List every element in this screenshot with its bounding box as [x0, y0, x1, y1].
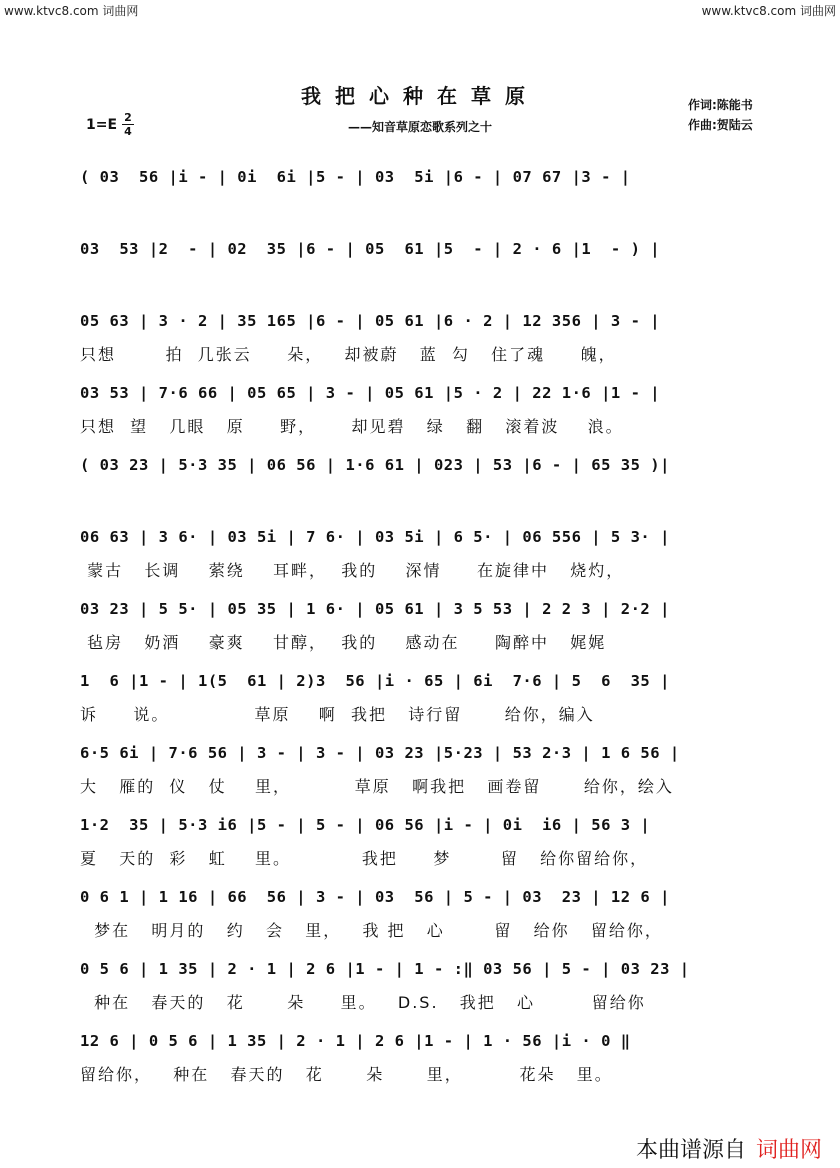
lyric-line: 梦在 明月的 约 会 里， 我 把 心 留 给你 留给你，: [80, 921, 663, 940]
footer-source-text: 本曲谱源自: [635, 1138, 746, 1163]
composer-credit: 作曲:贺陆云: [688, 118, 753, 132]
footer-site-name[interactable]: 词曲网: [755, 1138, 822, 1163]
time-signature-top: 2: [124, 111, 132, 124]
notation-line: 05 63 | 3 · 2 | 35 165 |6 - | 05 61 |6 · 2 | 12 356 | 3 - |: [80, 312, 661, 330]
footer-source: [636, 1133, 822, 1164]
notation-line: 6·5 6i | 7·6 56 | 3 - | 3 - | 03 23 |5·23 | 53 2·3 | 1 6 56 |: [80, 744, 680, 762]
notation-line: 03 53 | 7·6 66 | 05 65 | 3 - | 05 61 |5 · 2 | 22 1·6 |1 - |: [80, 384, 661, 402]
time-signature-bottom: 4: [124, 125, 132, 138]
notation-line: 0 5 6 | 1 35 | 2 · 1 | 2 6 |1 - | 1 - :‖ 03 56 | 5 - | 03 23 |: [80, 960, 690, 978]
key-signature: 1=E: [86, 117, 118, 133]
notation-line: 1·2 35 | 5·3 i6 |5 - | 5 - | 06 56 |i - | 0i i6 | 56 3 |: [80, 816, 651, 834]
notation-line: 03 23 | 5 5· | 05 35 | 1 6· | 05 61 | 3 5 53 | 2 2 3 | 2·2 |: [80, 600, 670, 618]
lyric-line: 夏 天的 彩 虹 里。 我把 梦 留 给你留给你，: [80, 849, 649, 868]
notation-line: 1 6 |1 - | 1(5 61 | 2)3 56 |i · 65 | 6i 7·6 | 5 6 35 |: [80, 672, 670, 690]
notation-line: ( 03 23 | 5·3 35 | 06 56 | 1·6 61 | 023 | 53 |6 - | 65 35 )|: [80, 456, 670, 474]
header-url-right[interactable]: www.ktvc8.com 词曲网: [701, 4, 836, 18]
lyric-line: 大 雁的 仪 仗 里， 草原 啊我把 画卷留 给你，绘入: [80, 777, 674, 796]
notation-line: 03 53 |2 - | 02 35 |6 - | 05 61 |5 - | 2 · 6 |1 - ) |: [80, 240, 661, 258]
notation-line: 0 6 1 | 1 16 | 66 56 | 3 - | 03 56 | 5 - | 03 23 | 12 6 |: [80, 888, 670, 906]
lyric-line: 毡房 奶酒 豪爽 甘醇， 我的 感动在 陶醉中 娓娓: [80, 633, 607, 652]
lyric-line: 蒙古 长调 萦绕 耳畔， 我的 深情 在旋律中 烧灼，: [80, 561, 625, 580]
notation-line: ( 03 56 |i - | 0i 6i |5 - | 03 5i |6 - | 07 67 |3 - |: [80, 168, 631, 186]
lyric-line: 留给你， 种在 春天的 花 朵 里， 花朵 里。: [80, 1065, 613, 1084]
song-subtitle: ——知音草原恋歌系列之十: [347, 120, 492, 134]
song-title: 我把心种在草原: [301, 84, 539, 108]
lyric-line: 诉 说。 草原 啊 我把 诗行留 给你，编入: [80, 705, 595, 724]
lyric-line: 只想 拍 几张云 朵， 却被蔚 蓝 勾 住了魂 魄，: [80, 345, 617, 364]
notation-line: 06 63 | 3 6· | 03 5i | 7 6· | 03 5i | 6 5· | 06 556 | 5 3· |: [80, 528, 670, 546]
time-signature: [122, 112, 134, 137]
notation-line: 12 6 | 0 5 6 | 1 35 | 2 · 1 | 2 6 |1 - | 1 · 56 |i · 0 ‖: [80, 1032, 631, 1050]
header-url-left[interactable]: www.ktvc8.com 词曲网: [4, 4, 139, 18]
lyric-line: 只想 望 几眼 原 野， 却见碧 绿 翻 滚着波 浪。: [80, 417, 624, 436]
lyric-line: 种在 春天的 花 朵 里。 D.S. 我把 心 留给你: [80, 993, 646, 1012]
lyricist-credit: 作词:陈能书: [688, 98, 753, 112]
